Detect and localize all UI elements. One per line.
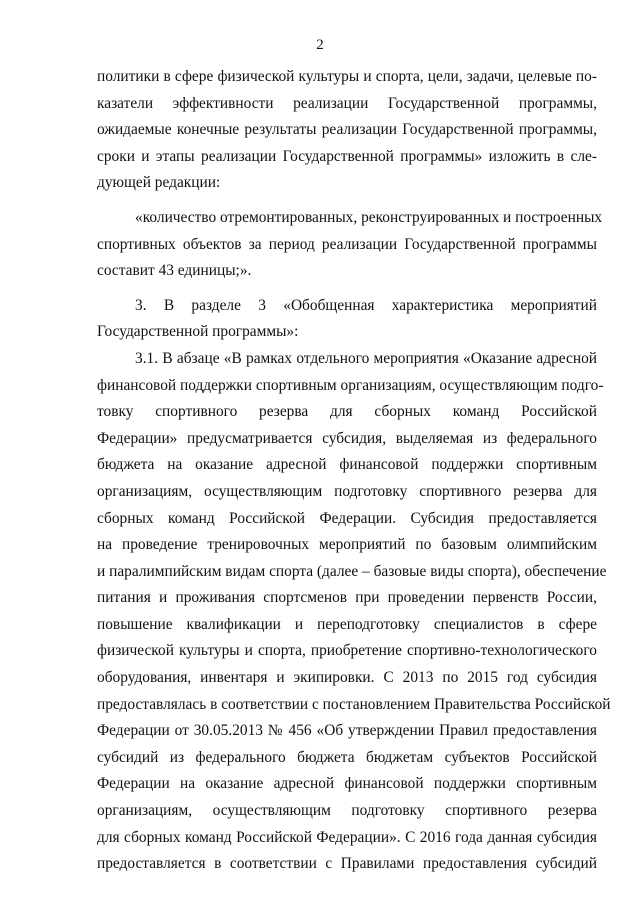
- text-line: для сборных команд Российской Федерации». С 2016 года данная субсидия: [97, 828, 597, 846]
- text-line: организациям, осуществляющим подготовку спортивного резерва для: [97, 482, 597, 500]
- text-line: финансовой поддержки спортивным организациям, осуществляющим подго-: [97, 376, 604, 394]
- text-line: физической культуры и спорта, приобретение спортивно-технологического: [97, 642, 597, 660]
- paragraph-item-3-1: [97, 346, 611, 878]
- paragraph-quote: [97, 205, 603, 285]
- document-body: [97, 64, 611, 878]
- text-line: предоставлялась в соответствии с постановлением Правительства Российской: [97, 695, 611, 713]
- text-line: «количество отремонтированных, реконструированных и построенных: [135, 208, 603, 226]
- page-number: 2: [316, 37, 324, 53]
- text-line: Федерации на оказание адресной финансовой поддержки спортивным: [97, 775, 597, 793]
- text-line: сборных команд Российской Федерации. Субсидия предоставляется: [97, 509, 597, 527]
- text-line: питания и проживания спортсменов при проведении первенств России,: [97, 589, 597, 607]
- text-line: бюджета на оказание адресной финансовой поддержки спортивным: [97, 456, 597, 474]
- text-line: повышение квалификации и переподготовку специалистов в сфере: [97, 615, 597, 633]
- text-line: составит 43 единицы;».: [97, 262, 252, 280]
- text-line: спортивных объектов за период реализации Государственной программы: [97, 235, 597, 253]
- text-line: Федерации от 30.05.2013 № 456 «Об утверждении Правил предоставления: [97, 722, 597, 740]
- text-line: сроки и этапы реализации Государственной программы» изложить в сле-: [97, 147, 597, 165]
- text-line: политики в сфере физической культуры и спорта, цели, задачи, целевые по-: [97, 68, 597, 85]
- paragraph-continuation: [97, 64, 597, 197]
- text-line: субсидий из федерального бюджета бюджетам субъектов Российской: [97, 748, 597, 766]
- text-line: оборудования, инвентаря и экипировки. С 2013 по 2015 год субсидия: [97, 669, 597, 687]
- text-line: казатели эффективности реализации Государственной программы,: [97, 94, 597, 112]
- text-line: 3. В разделе 3 «Обобщенная характеристика мероприятий: [135, 296, 597, 314]
- text-line: предоставляется в соответствии с Правилами предоставления субсидий: [97, 855, 597, 873]
- text-line: дующей редакции:: [97, 174, 221, 192]
- text-line: на проведение тренировочных мероприятий по базовым олимпийским: [97, 536, 597, 554]
- text-line: ожидаемые конечные результаты реализации Государственной программы,: [97, 121, 597, 139]
- text-line: организациям, осуществляющим подготовку спортивного резерва: [97, 802, 597, 820]
- paragraph-item-3: [97, 293, 597, 346]
- text-line: и паралимпийским видам спорта (далее – базовые виды спорта), обеспечение: [97, 562, 607, 580]
- text-line: Государственной программы»:: [97, 323, 299, 341]
- text-line: 3.1. В абзаце «В рамках отдельного мероприятия «Оказание адресной: [135, 349, 597, 367]
- text-line: Федерации» предусматривается субсидия, выделяемая из федерального: [97, 429, 597, 447]
- text-line: товку спортивного резерва для сборных команд Российской: [97, 403, 597, 421]
